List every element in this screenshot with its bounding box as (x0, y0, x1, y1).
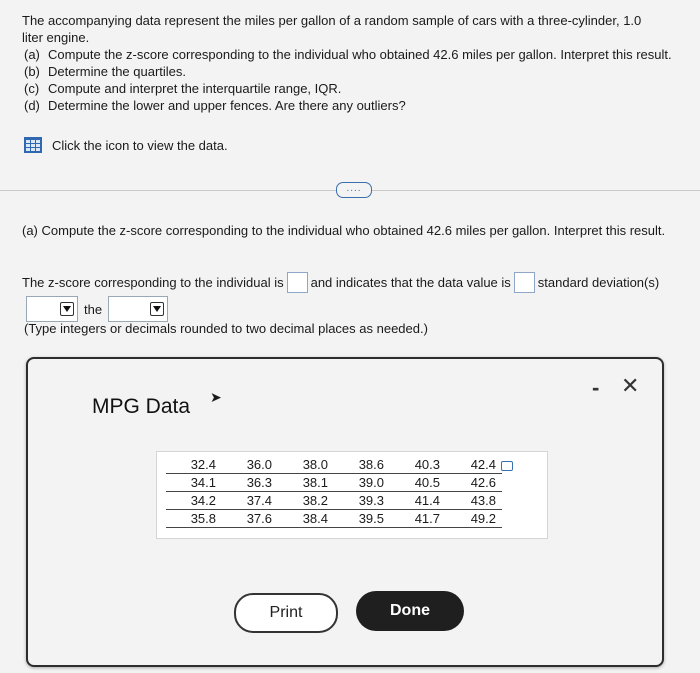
table-cell: 41.4 (390, 492, 446, 510)
copy-icon[interactable] (501, 461, 513, 471)
format-hint: (Type integers or decimals rounded to two decimal places as needed.) (24, 321, 428, 336)
table-cell: 49.2 (446, 510, 502, 528)
table-cell: 38.0 (302, 457, 328, 472)
question-items (22, 46, 682, 114)
above-below-select[interactable] (26, 296, 78, 322)
item-text: Compute and interpret the interquartile range, IQR. (48, 81, 342, 96)
view-data-text[interactable]: Click the icon to view the data. (52, 137, 228, 153)
table-cell: 37.6 (222, 510, 278, 528)
std-dev-input[interactable] (514, 272, 535, 293)
item-label: (d) (24, 98, 40, 113)
table-cell: 43.8 (446, 492, 502, 510)
question-item-a (22, 46, 682, 63)
done-button[interactable]: Done (356, 591, 464, 631)
table-cell: 42.6 (446, 474, 502, 492)
table-row (166, 492, 502, 510)
table-cell: 42.4 (470, 457, 496, 472)
table-cell: 38.1 (278, 474, 334, 492)
z-score-input[interactable] (287, 272, 308, 293)
mouse-cursor-icon: ➤ (210, 389, 222, 405)
table-cell: 34.2 (166, 492, 222, 510)
table-cell: 41.7 (390, 510, 446, 528)
data-table-container (156, 451, 548, 539)
mpg-data-modal (26, 357, 664, 667)
table-cell: 40.3 (414, 457, 440, 472)
item-text: Compute the z-score corresponding to the individual who obtained 42.6 miles per gallon. Interpret this result. (48, 47, 672, 62)
table-cell: 37.4 (222, 492, 278, 510)
intro-line-2: liter engine. (22, 30, 90, 45)
modal-title: MPG Data (92, 395, 191, 418)
minimize-icon[interactable]: - (592, 375, 600, 400)
question-item-b (22, 63, 682, 80)
mean-median-select[interactable] (108, 296, 168, 322)
question-item-d (22, 97, 682, 114)
answer-row-2 (26, 296, 168, 322)
answer-text-4: the (84, 301, 103, 317)
table-cell: 38.6 (358, 457, 384, 472)
table-cell: 38.4 (278, 510, 334, 528)
table-row (166, 474, 502, 492)
chevron-down-icon[interactable] (60, 302, 74, 316)
item-label: (a) (24, 47, 40, 62)
table-cell: 35.8 (166, 510, 222, 528)
mpg-data-table (166, 456, 502, 528)
item-text: Determine the lower and upper fences. Are there any outliers? (48, 98, 406, 113)
table-cell: 36.0 (246, 457, 272, 472)
answer-text-1: The z-score corresponding to the individual is (22, 275, 284, 290)
table-cell: 40.5 (390, 474, 446, 492)
question-item-c (22, 80, 682, 97)
question-block (22, 12, 682, 114)
table-cell: 38.2 (278, 492, 334, 510)
view-data-link[interactable] (24, 137, 228, 153)
expand-more-button[interactable]: .... (336, 182, 372, 198)
table-cell: 32.4 (190, 457, 216, 472)
table-cell: 39.0 (334, 474, 390, 492)
close-icon[interactable]: ✕ (621, 373, 640, 398)
chevron-down-icon[interactable] (150, 302, 164, 316)
item-text: Determine the quartiles. (48, 64, 187, 79)
table-row (166, 456, 502, 474)
item-label: (c) (24, 81, 40, 96)
part-a-prompt: (a) Compute the z-score corresponding to the individual who obtained 42.6 miles per gallon. Interpret this result. (22, 223, 666, 238)
table-row (166, 510, 502, 528)
table-cell: 39.5 (334, 510, 390, 528)
table-cell: 39.3 (334, 492, 390, 510)
item-label: (b) (24, 64, 40, 79)
intro-line-1: The accompanying data represent the miles per gallon of a random sample of cars with a three-cylinder, 1.0 (22, 13, 642, 28)
answer-text-3: standard deviation(s) (537, 275, 660, 290)
table-cell: 34.1 (166, 474, 222, 492)
table-cell: 36.3 (222, 474, 278, 492)
answer-row (22, 272, 659, 293)
data-grid-icon[interactable] (24, 137, 42, 153)
answer-text-2: and indicates that the data value is (310, 275, 511, 290)
print-button[interactable]: Print (234, 593, 338, 633)
